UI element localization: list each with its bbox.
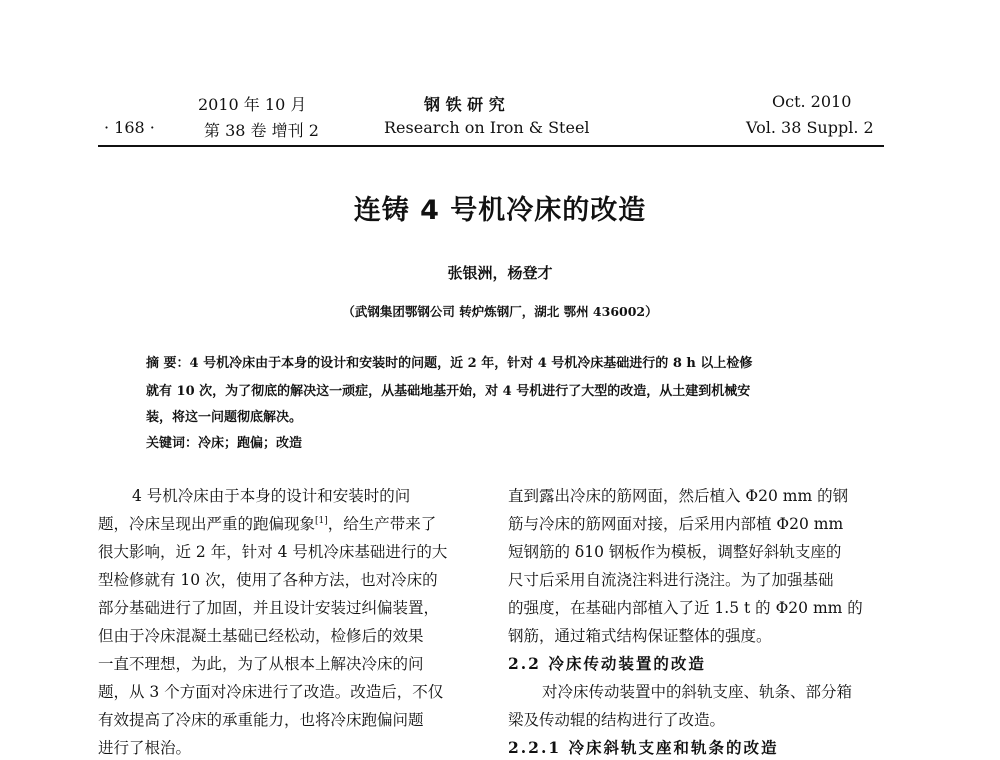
- abstract-line: 装，将这一问题彻底解决。: [146, 410, 303, 425]
- text-line: 题，从 3 个方面对冷床进行了改造。改造后，不仅: [98, 683, 444, 701]
- text-line: [98, 512, 436, 534]
- header-volume-cn: 第 38 卷 增刊 2: [204, 121, 319, 140]
- journal-name-cn: 钢 铁 研 究: [424, 95, 505, 114]
- page-number: · 168 ·: [104, 118, 155, 137]
- abstract-label: 摘 要：: [146, 356, 190, 371]
- citation: [1]: [315, 515, 328, 526]
- text-line: 直到露出冷床的筋网面，然后植入 Φ20 mm 的钢: [508, 487, 849, 505]
- text-line: 梁及传动辊的结构进行了改造。: [508, 711, 726, 729]
- journal-name-en: Research on Iron & Steel: [384, 118, 590, 137]
- section-heading-2-2-1: 2.2.1 冷床斜轨支座和轨条的改造: [508, 738, 779, 757]
- affiliation: （武钢集团鄂钢公司 转炉炼钢厂，湖北 鄂州 436002）: [342, 304, 658, 319]
- header-rule: [98, 145, 884, 147]
- text-line: 一直不理想，为此，为了从根本上解决冷床的问: [98, 655, 424, 673]
- keywords-label: 关键词：: [146, 436, 199, 451]
- section-heading-2-2: 2.2 冷床传动装置的改造: [508, 654, 706, 673]
- abstract-line: 就有 10 次，为了彻底的解决这一顽症，从基础地基开始，对 4 号机进行了大型的改造，从土建到机械安: [146, 384, 751, 399]
- text-line: 对冷床传动装置中的斜轨支座、轨条、部分箱: [542, 683, 853, 701]
- text-line: 但由于冷床混凝土基础已经松动，检修后的效果: [98, 627, 424, 645]
- keywords: 冷床；跑偏；改造: [198, 436, 303, 451]
- header-date-cn: 2010 年 10 月: [198, 95, 307, 114]
- text-line: 4 号机冷床由于本身的设计和安装时的问: [132, 487, 411, 505]
- text-line: 短钢筋的 δ10 钢板作为模板，调整好斜轨支座的: [508, 543, 842, 561]
- header-date-en: Oct. 2010: [772, 92, 852, 111]
- text-line: 尺寸后采用自流浇注料进行浇注。为了加强基础: [508, 571, 834, 589]
- text-line: 筋与冷床的筋网面对接，后采用内部植 Φ20 mm: [508, 515, 844, 533]
- text-line: 的强度，在基础内部植入了近 1.5 t 的 Φ20 mm 的: [508, 599, 863, 617]
- abstract-text: 4 号机冷床由于本身的设计和安装时的问题，近 2 年，针对 4 号机冷床基础进行的 8 h 以上检修: [189, 356, 753, 371]
- text-line: 钢筋，通过箱式结构保证整体的强度。: [508, 627, 772, 645]
- text-line: 很大影响，近 2 年，针对 4 号机冷床基础进行的大: [98, 543, 448, 561]
- abstract-line: [146, 352, 752, 371]
- text-line: 型检修就有 10 次，使用了各种方法，也对冷床的: [98, 571, 438, 589]
- article-title: 连铸 4 号机冷床的改造: [353, 195, 647, 226]
- text-line: 有效提高了冷床的承重能力，也将冷床跑偏问题: [98, 711, 424, 729]
- text-line: 进行了根治。: [98, 739, 192, 757]
- text-line: 部分基础进行了加固，并且设计安装过纠偏装置，: [98, 599, 440, 617]
- right-column: [508, 484, 892, 757]
- text-fragment: ，给生产带来了: [327, 515, 437, 533]
- text-fragment: 题，冷床呈现出严重的跑偏现象: [98, 515, 316, 533]
- header-volume-en: Vol. 38 Suppl. 2: [746, 118, 874, 137]
- left-column: [98, 484, 472, 757]
- keywords-line: [146, 432, 302, 451]
- authors: 张银洲，杨登才: [447, 264, 553, 282]
